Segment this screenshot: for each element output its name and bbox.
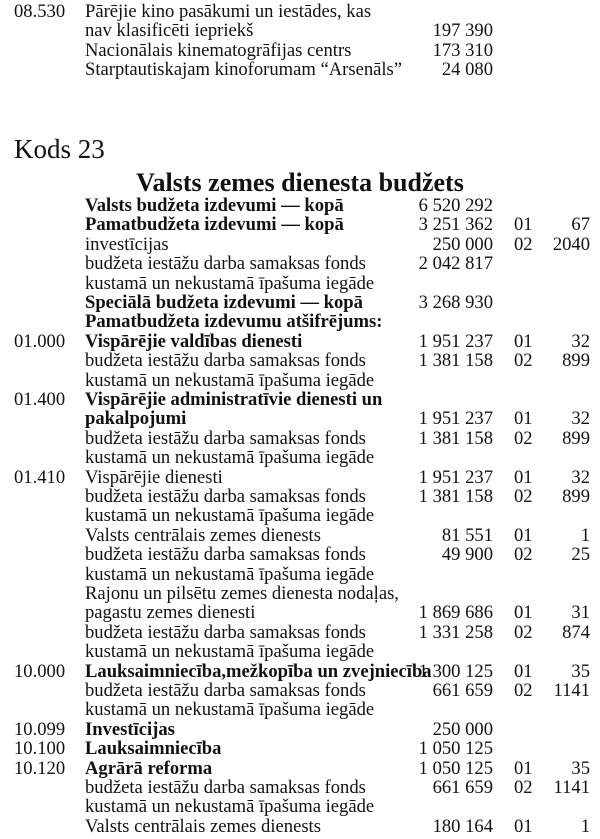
row-column-2: 32 — [571, 330, 590, 352]
row-label: Lauksaimniecība,mežkopība un zvejniecība — [85, 660, 432, 682]
table-row — [0, 254, 600, 274]
row-column-1: 01 — [514, 214, 533, 236]
row-amount: 3 268 930 — [418, 292, 493, 313]
row-label: budžeta iestāžu darba samaksas fonds — [85, 350, 366, 372]
table-row — [0, 700, 600, 720]
row-column-2: 1 — [580, 815, 590, 837]
row-column-2: 32 — [571, 466, 590, 488]
row-amount: 1 050 125 — [418, 757, 493, 779]
row-label: Speciālā budžeta izdevumi — kopā — [85, 292, 363, 313]
table-row — [0, 526, 600, 546]
row-label: budžeta iestāžu darba samaksas fonds — [85, 777, 366, 798]
row-column-2: 1 — [580, 524, 590, 546]
table-row — [0, 21, 600, 41]
table-row — [0, 487, 600, 507]
row-label: kustamā un nekustamā īpašuma iegāde — [85, 563, 375, 585]
table-row — [0, 196, 600, 216]
row-amount: 1 951 237 — [418, 330, 493, 352]
row-label: Pamatbudžeta izdevumu atšifrējums: — [85, 311, 383, 333]
row-label: Vispārējie dienesti — [85, 466, 223, 488]
row-code: 08.530 — [14, 1, 66, 22]
table-row — [0, 797, 600, 817]
row-label: Rajonu un pilsētu zemes dienesta nodaļas, — [85, 583, 399, 604]
row-amount: 1 951 237 — [418, 408, 493, 430]
table-row — [0, 739, 600, 759]
table-row — [0, 642, 600, 662]
row-column-2: 32 — [571, 408, 590, 430]
table-row — [0, 409, 600, 429]
row-label: Lauksaimniecība — [85, 738, 222, 760]
row-amount: 49 900 — [441, 544, 493, 566]
row-label: budžeta iestāžu darba samaksas fonds — [85, 486, 366, 507]
row-column-2: 1141 — [553, 680, 590, 701]
row-amount: 197 390 — [432, 20, 493, 42]
row-label: kustamā un nekustamā īpašuma iegāde — [85, 505, 375, 527]
row-column-1: 02 — [514, 777, 533, 798]
table-row — [0, 681, 600, 701]
table-row — [0, 312, 600, 332]
row-amount: 250 000 — [432, 718, 493, 740]
row-column-1: 02 — [514, 427, 533, 449]
row-label: budžeta iestāžu darba samaksas fonds — [85, 680, 366, 701]
row-label: kustamā un nekustamā īpašuma iegāde — [85, 369, 375, 391]
row-code: 10.000 — [14, 660, 66, 682]
row-column-1: 02 — [514, 233, 533, 255]
row-column-1: 02 — [514, 680, 533, 701]
row-label: Valsts centrālais zemes dienests — [85, 815, 321, 837]
row-column-1: 01 — [514, 408, 533, 430]
row-label: kustamā un nekustamā īpašuma iegāde — [85, 699, 375, 721]
section-code-heading: Kods 23 — [14, 134, 105, 164]
row-label: Investīcijas — [85, 718, 175, 740]
table-row — [0, 545, 600, 565]
row-amount: 2 042 817 — [418, 253, 493, 275]
table-row — [0, 41, 600, 61]
table-row — [0, 293, 600, 313]
row-label: budžeta iestāžu darba samaksas fonds — [85, 544, 366, 566]
row-column-1: 01 — [514, 815, 533, 837]
row-label: kustamā un nekustamā īpašuma iegāde — [85, 272, 375, 294]
row-label: Nacionālais kinematogrāfijas centrs — [85, 39, 352, 61]
row-amount: 1 951 237 — [418, 466, 493, 488]
table-row — [0, 506, 600, 526]
row-column-1: 02 — [514, 350, 533, 372]
row-amount: 1 869 686 — [418, 602, 493, 624]
table-row — [0, 429, 600, 449]
row-column-2: 899 — [562, 350, 590, 372]
row-label: kustamā un nekustamā īpašuma iegāde — [85, 447, 375, 469]
row-label: Valsts budžeta izdevumi — kopā — [85, 195, 344, 216]
row-column-1: 01 — [514, 330, 533, 352]
row-label: budžeta iestāžu darba samaksas fonds — [85, 621, 366, 643]
row-amount: 1 300 125 — [418, 660, 493, 682]
row-column-1: 01 — [514, 757, 533, 779]
table-row — [0, 720, 600, 740]
table-row — [0, 662, 600, 682]
row-label: Pārējie kino pasākumi un iestādes, kas — [85, 1, 372, 22]
row-amount: 1 381 158 — [418, 427, 493, 449]
row-amount: 24 080 — [441, 59, 493, 81]
row-column-1: 02 — [514, 486, 533, 507]
table-row — [0, 778, 600, 798]
row-column-1: 01 — [514, 524, 533, 546]
row-label: Starptautiskajam kinoforumam “Arsenāls” — [85, 59, 403, 81]
table-row — [0, 351, 600, 371]
table-row — [0, 817, 600, 837]
row-code: 01.410 — [14, 466, 66, 488]
table-row — [0, 584, 600, 604]
row-amount: 1 381 158 — [418, 350, 493, 372]
row-column-2: 874 — [562, 621, 590, 643]
row-label: Valsts centrālais zemes dienests — [85, 524, 321, 546]
row-amount: 1 381 158 — [418, 486, 493, 507]
row-code: 10.099 — [14, 718, 66, 740]
row-label: kustamā un nekustamā īpašuma iegāde — [85, 796, 375, 818]
table-row — [0, 332, 600, 352]
row-column-1: 02 — [514, 544, 533, 566]
section-title: Valsts zemes dienesta budžets — [136, 168, 464, 197]
row-code: 01.400 — [14, 389, 66, 410]
row-label: nav klasificēti iepriekš — [85, 20, 254, 42]
row-label: Vispārējie valdības dienesti — [85, 330, 303, 352]
row-code: 01.000 — [14, 330, 66, 352]
row-column-2: 1141 — [553, 777, 590, 798]
row-column-1: 01 — [514, 466, 533, 488]
row-label: kustamā un nekustamā īpašuma iegāde — [85, 641, 375, 663]
row-amount: 81 551 — [441, 524, 493, 546]
table-row — [0, 448, 600, 468]
row-column-2: 899 — [562, 427, 590, 449]
row-column-1: 01 — [514, 660, 533, 682]
row-column-2: 35 — [571, 660, 590, 682]
row-amount: 1 331 258 — [418, 621, 493, 643]
row-label: pagastu zemes dienesti — [85, 602, 256, 624]
table-row — [0, 215, 600, 235]
row-column-2: 67 — [571, 214, 590, 236]
row-label: investīcijas — [85, 233, 169, 255]
table-row — [0, 60, 600, 80]
row-label: pakalpojumi — [85, 408, 187, 430]
table-row — [0, 623, 600, 643]
table-row — [0, 235, 600, 255]
row-amount: 6 520 292 — [418, 195, 493, 216]
row-amount: 173 310 — [432, 39, 493, 61]
table-row — [0, 390, 600, 410]
row-label: budžeta iestāžu darba samaksas fonds — [85, 253, 366, 275]
row-amount: 3 251 362 — [418, 214, 493, 236]
row-code: 10.120 — [14, 757, 66, 779]
row-column-2: 2040 — [552, 233, 590, 255]
row-column-2: 25 — [571, 544, 590, 566]
row-amount: 180 164 — [432, 815, 493, 837]
row-label: Pamatbudžeta izdevumi — kopā — [85, 214, 344, 236]
table-row — [0, 2, 600, 22]
row-amount: 1 050 125 — [418, 738, 493, 760]
row-column-1: 02 — [514, 621, 533, 643]
table-row — [0, 274, 600, 294]
table-row — [0, 759, 600, 779]
row-column-2: 35 — [571, 757, 590, 779]
table-row — [0, 468, 600, 488]
row-label: Agrārā reforma — [85, 757, 213, 779]
row-amount: 661 659 — [432, 680, 493, 701]
row-code: 10.100 — [14, 738, 66, 760]
table-row — [0, 603, 600, 623]
row-amount: 661 659 — [432, 777, 493, 798]
row-label: budžeta iestāžu darba samaksas fonds — [85, 427, 366, 449]
table-row — [0, 565, 600, 585]
row-label: Vispārējie administratīvie dienesti un — [85, 389, 383, 410]
row-amount: 250 000 — [432, 233, 493, 255]
row-column-2: 31 — [571, 602, 590, 624]
table-row — [0, 371, 600, 391]
row-column-2: 899 — [562, 486, 590, 507]
row-column-1: 01 — [514, 602, 533, 624]
